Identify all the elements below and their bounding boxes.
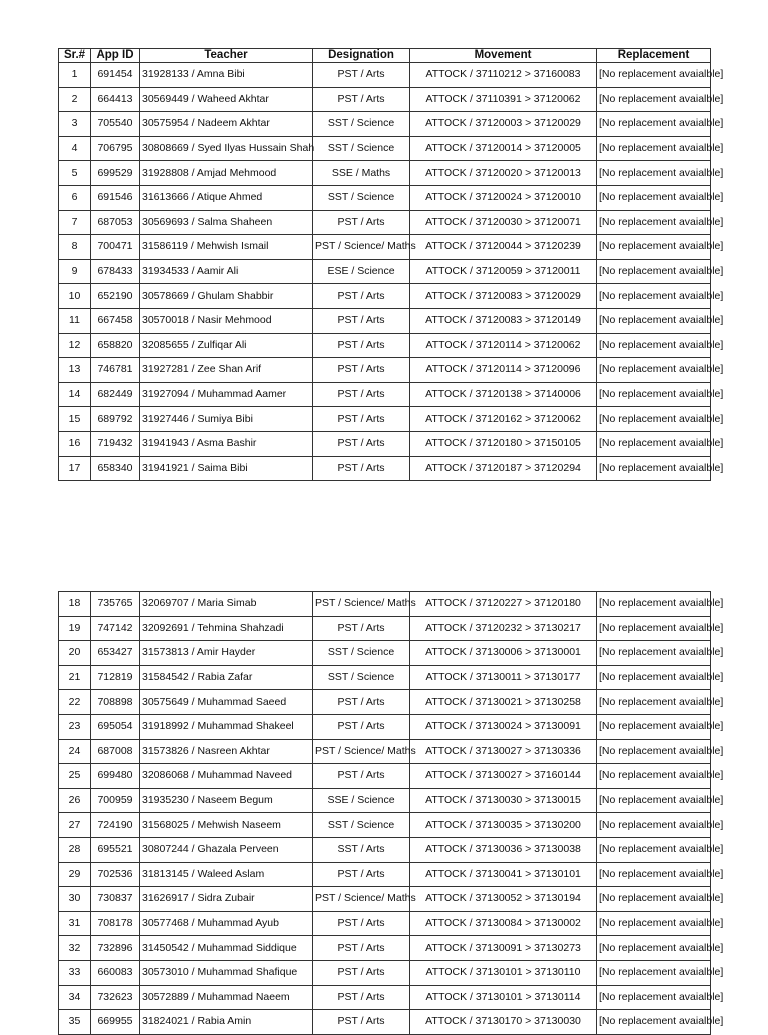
cell-teacher: 31927446 / Sumiya Bibi [140,407,313,432]
cell-app-id: 667458 [91,308,140,333]
table-row [59,382,711,407]
cell-teacher: 31586119 / Mehwish Ismail [140,235,313,260]
cell-replacement: [No replacement avaialble] [597,592,711,617]
table-header [59,49,711,63]
cell-replacement: [No replacement avaialble] [597,308,711,333]
table-row [59,63,711,88]
cell-replacement: [No replacement avaialble] [597,739,711,764]
cell-movement: ATTOCK / 37130027 > 37160144 [410,764,597,789]
cell-replacement: [No replacement avaialble] [597,960,711,985]
cell-designation: SST / Science [313,641,410,666]
cell-teacher: 31941943 / Asma Bashir [140,431,313,456]
cell-movement: ATTOCK / 37130011 > 37130177 [410,665,597,690]
cell-app-id: 732623 [91,985,140,1010]
cell-replacement: [No replacement avaialble] [597,333,711,358]
cell-replacement: [No replacement avaialble] [597,862,711,887]
cell-app-id: 669955 [91,1010,140,1035]
cell-movement: ATTOCK / 37120227 > 37120180 [410,592,597,617]
cell-sr: 33 [59,960,91,985]
table-row [59,714,711,739]
table-row [59,358,711,383]
cell-replacement: [No replacement avaialble] [597,665,711,690]
cell-replacement: [No replacement avaialble] [597,456,711,481]
cell-sr: 9 [59,259,91,284]
cell-replacement: [No replacement avaialble] [597,407,711,432]
cell-app-id: 658340 [91,456,140,481]
table-row [59,407,711,432]
cell-teacher: 31824021 / Rabia Amin [140,1010,313,1035]
cell-movement: ATTOCK / 37110391 > 37120062 [410,87,597,112]
cell-designation: PST / Arts [313,764,410,789]
cell-sr: 15 [59,407,91,432]
cell-replacement: [No replacement avaialble] [597,210,711,235]
cell-sr: 28 [59,837,91,862]
cell-app-id: 682449 [91,382,140,407]
cell-designation: SST / Arts [313,837,410,862]
table-row [59,862,711,887]
cell-teacher: 30578669 / Ghulam Shabbir [140,284,313,309]
cell-designation: PST / Arts [313,456,410,481]
cell-designation: PST / Science/ Maths [313,739,410,764]
cell-sr: 14 [59,382,91,407]
cell-designation: PST / Arts [313,616,410,641]
cell-app-id: 664413 [91,87,140,112]
table-row [59,739,711,764]
table-row [59,764,711,789]
cell-movement: ATTOCK / 37130035 > 37130200 [410,813,597,838]
cell-sr: 10 [59,284,91,309]
cell-teacher: 30572889 / Muhammad Naeem [140,985,313,1010]
cell-sr: 1 [59,63,91,88]
cell-designation: PST / Arts [313,431,410,456]
cell-movement: ATTOCK / 37120024 > 37120010 [410,185,597,210]
cell-app-id: 653427 [91,641,140,666]
cell-replacement: [No replacement avaialble] [597,616,711,641]
cell-replacement: [No replacement avaialble] [597,431,711,456]
table-row [59,911,711,936]
header-app-id: App ID [91,49,140,63]
table-row [59,333,711,358]
cell-app-id: 735765 [91,592,140,617]
cell-replacement: [No replacement avaialble] [597,161,711,186]
movement-table-page-2 [58,591,724,1035]
cell-replacement: [No replacement avaialble] [597,136,711,161]
cell-designation: PST / Arts [313,333,410,358]
cell-app-id: 746781 [91,358,140,383]
cell-designation: PST / Arts [313,382,410,407]
cell-app-id: 691454 [91,63,140,88]
cell-sr: 7 [59,210,91,235]
cell-teacher: 31613666 / Atique Ahmed [140,185,313,210]
cell-sr: 31 [59,911,91,936]
cell-designation: PST / Science/ Maths [313,887,410,912]
cell-teacher: 30570018 / Nasir Mehmood [140,308,313,333]
table-row [59,308,711,333]
cell-movement: ATTOCK / 37120138 > 37140006 [410,382,597,407]
cell-movement: ATTOCK / 37130101 > 37130110 [410,960,597,985]
cell-sr: 4 [59,136,91,161]
cell-designation: PST / Arts [313,714,410,739]
cell-movement: ATTOCK / 37130030 > 37130015 [410,788,597,813]
table-row [59,112,711,137]
cell-sr: 30 [59,887,91,912]
cell-teacher: 30808669 / Syed Ilyas Hussain Shah [140,136,313,161]
cell-designation: PST / Arts [313,407,410,432]
cell-sr: 19 [59,616,91,641]
cell-teacher: 32069707 / Maria Simab [140,592,313,617]
table-row [59,185,711,210]
cell-sr: 34 [59,985,91,1010]
cell-movement: ATTOCK / 37130006 > 37130001 [410,641,597,666]
table-row [59,161,711,186]
cell-replacement: [No replacement avaialble] [597,112,711,137]
cell-movement: ATTOCK / 37130024 > 37130091 [410,714,597,739]
cell-app-id: 706795 [91,136,140,161]
cell-teacher: 30577468 / Muhammad Ayub [140,911,313,936]
cell-teacher: 31450542 / Muhammad Siddique [140,936,313,961]
cell-teacher: 31918992 / Muhammad Shakeel [140,714,313,739]
cell-movement: ATTOCK / 37130091 > 37130273 [410,936,597,961]
table-row [59,936,711,961]
cell-movement: ATTOCK / 37130021 > 37130258 [410,690,597,715]
cell-designation: SSE / Science [313,788,410,813]
cell-teacher: 32086068 / Muhammad Naveed [140,764,313,789]
cell-replacement: [No replacement avaialble] [597,764,711,789]
cell-sr: 20 [59,641,91,666]
table-row [59,690,711,715]
cell-designation: SST / Science [313,112,410,137]
cell-app-id: 700959 [91,788,140,813]
cell-teacher: 30575649 / Muhammad Saeed [140,690,313,715]
table-row [59,837,711,862]
cell-designation: PST / Arts [313,960,410,985]
cell-replacement: [No replacement avaialble] [597,936,711,961]
cell-app-id: 687008 [91,739,140,764]
cell-teacher: 31568025 / Mehwish Naseem [140,813,313,838]
cell-movement: ATTOCK / 37120232 > 37130217 [410,616,597,641]
cell-app-id: 700471 [91,235,140,260]
cell-app-id: 695054 [91,714,140,739]
cell-sr: 11 [59,308,91,333]
cell-movement: ATTOCK / 37120114 > 37120096 [410,358,597,383]
cell-teacher: 31584542 / Rabia Zafar [140,665,313,690]
cell-movement: ATTOCK / 37130084 > 37130002 [410,911,597,936]
cell-replacement: [No replacement avaialble] [597,911,711,936]
header-replacement: Replacement [597,49,711,63]
cell-teacher: 31927094 / Muhammad Aamer [140,382,313,407]
cell-movement: ATTOCK / 37120030 > 37120071 [410,210,597,235]
cell-app-id: 660083 [91,960,140,985]
cell-sr: 32 [59,936,91,961]
cell-sr: 3 [59,112,91,137]
cell-app-id: 687053 [91,210,140,235]
table-row [59,235,711,260]
cell-sr: 2 [59,87,91,112]
cell-teacher: 31813145 / Waleed Aslam [140,862,313,887]
table-body [59,63,724,481]
cell-movement: ATTOCK / 37120114 > 37120062 [410,333,597,358]
cell-teacher: 31934533 / Aamir Ali [140,259,313,284]
cell-designation: PST / Arts [313,862,410,887]
cell-teacher: 32085655 / Zulfiqar Ali [140,333,313,358]
cell-movement: ATTOCK / 37130036 > 37130038 [410,837,597,862]
cell-teacher: 30573010 / Muhammad Shafique [140,960,313,985]
cell-sr: 22 [59,690,91,715]
cell-movement: ATTOCK / 37120059 > 37120011 [410,259,597,284]
cell-movement: ATTOCK / 37120162 > 37120062 [410,407,597,432]
cell-app-id: 689792 [91,407,140,432]
cell-sr: 24 [59,739,91,764]
cell-movement: ATTOCK / 37130041 > 37130101 [410,862,597,887]
cell-replacement: [No replacement avaialble] [597,87,711,112]
movement-table-page-1 [58,48,724,481]
cell-movement: ATTOCK / 37120014 > 37120005 [410,136,597,161]
cell-movement: ATTOCK / 37120044 > 37120239 [410,235,597,260]
table-row [59,592,711,617]
cell-movement: ATTOCK / 37120020 > 37120013 [410,161,597,186]
cell-movement: ATTOCK / 37130101 > 37130114 [410,985,597,1010]
cell-replacement: [No replacement avaialble] [597,887,711,912]
cell-designation: PST / Arts [313,936,410,961]
cell-sr: 35 [59,1010,91,1035]
cell-movement: ATTOCK / 37130027 > 37130336 [410,739,597,764]
cell-sr: 17 [59,456,91,481]
cell-teacher: 30807244 / Ghazala Perveen [140,837,313,862]
cell-movement: ATTOCK / 37120083 > 37120149 [410,308,597,333]
cell-teacher: 31941921 / Saima Bibi [140,456,313,481]
table-row [59,887,711,912]
cell-app-id: 712819 [91,665,140,690]
cell-designation: PST / Arts [313,690,410,715]
cell-teacher: 31573826 / Nasreen Akhtar [140,739,313,764]
cell-designation: SSE / Maths [313,161,410,186]
cell-movement: ATTOCK / 37110212 > 37160083 [410,63,597,88]
cell-replacement: [No replacement avaialble] [597,185,711,210]
cell-teacher: 30569449 / Waheed Akhtar [140,87,313,112]
cell-sr: 13 [59,358,91,383]
cell-designation: PST / Science/ Maths [313,592,410,617]
table-row [59,87,711,112]
cell-designation: ESE / Science [313,259,410,284]
cell-app-id: 695521 [91,837,140,862]
cell-app-id: 724190 [91,813,140,838]
table-row [59,210,711,235]
cell-sr: 18 [59,592,91,617]
cell-app-id: 747142 [91,616,140,641]
cell-app-id: 705540 [91,112,140,137]
cell-designation: PST / Science/ Maths [313,235,410,260]
table-row [59,616,711,641]
cell-replacement: [No replacement avaialble] [597,284,711,309]
cell-designation: PST / Arts [313,308,410,333]
cell-sr: 29 [59,862,91,887]
table-row [59,641,711,666]
cell-designation: PST / Arts [313,985,410,1010]
cell-app-id: 730837 [91,887,140,912]
table-row [59,136,711,161]
table-row [59,456,711,481]
cell-sr: 27 [59,813,91,838]
cell-app-id: 708898 [91,690,140,715]
cell-teacher: 30569693 / Salma Shaheen [140,210,313,235]
cell-teacher: 32092691 / Tehmina Shahzadi [140,616,313,641]
cell-designation: PST / Arts [313,87,410,112]
cell-sr: 5 [59,161,91,186]
cell-teacher: 31927281 / Zee Shan Arif [140,358,313,383]
cell-replacement: [No replacement avaialble] [597,63,711,88]
cell-designation: PST / Arts [313,1010,410,1035]
cell-movement: ATTOCK / 37120083 > 37120029 [410,284,597,309]
cell-movement: ATTOCK / 37130170 > 37130030 [410,1010,597,1035]
cell-teacher: 31626917 / Sidra Zubair [140,887,313,912]
cell-app-id: 678433 [91,259,140,284]
cell-replacement: [No replacement avaialble] [597,1010,711,1035]
cell-sr: 25 [59,764,91,789]
cell-teacher: 31935230 / Naseem Begum [140,788,313,813]
table-row [59,985,711,1010]
cell-movement: ATTOCK / 37120003 > 37120029 [410,112,597,137]
cell-sr: 26 [59,788,91,813]
cell-sr: 12 [59,333,91,358]
cell-teacher: 31573813 / Amir Hayder [140,641,313,666]
table-row [59,259,711,284]
cell-designation: PST / Arts [313,358,410,383]
cell-app-id: 702536 [91,862,140,887]
cell-replacement: [No replacement avaialble] [597,714,711,739]
header-movement: Movement [410,49,597,63]
cell-designation: SST / Science [313,185,410,210]
cell-app-id: 652190 [91,284,140,309]
header-sr: Sr.# [59,49,91,63]
cell-designation: PST / Arts [313,911,410,936]
cell-designation: PST / Arts [313,63,410,88]
cell-teacher: 31928808 / Amjad Mehmood [140,161,313,186]
cell-sr: 23 [59,714,91,739]
cell-replacement: [No replacement avaialble] [597,259,711,284]
cell-designation: SST / Science [313,813,410,838]
cell-app-id: 719432 [91,431,140,456]
cell-movement: ATTOCK / 37120180 > 37150105 [410,431,597,456]
cell-teacher: 31928133 / Amna Bibi [140,63,313,88]
table-row [59,1010,711,1035]
cell-replacement: [No replacement avaialble] [597,382,711,407]
cell-replacement: [No replacement avaialble] [597,788,711,813]
cell-app-id: 699480 [91,764,140,789]
cell-app-id: 691546 [91,185,140,210]
table-row [59,284,711,309]
cell-teacher: 30575954 / Nadeem Akhtar [140,112,313,137]
cell-app-id: 699529 [91,161,140,186]
cell-replacement: [No replacement avaialble] [597,641,711,666]
cell-designation: PST / Arts [313,210,410,235]
cell-replacement: [No replacement avaialble] [597,235,711,260]
cell-movement: ATTOCK / 37130052 > 37130194 [410,887,597,912]
cell-sr: 6 [59,185,91,210]
table-row [59,960,711,985]
cell-replacement: [No replacement avaialble] [597,690,711,715]
cell-sr: 8 [59,235,91,260]
table-row [59,813,711,838]
cell-app-id: 658820 [91,333,140,358]
cell-sr: 21 [59,665,91,690]
table-row [59,788,711,813]
cell-sr: 16 [59,431,91,456]
cell-designation: PST / Arts [313,284,410,309]
cell-replacement: [No replacement avaialble] [597,985,711,1010]
cell-app-id: 708178 [91,911,140,936]
table-row [59,431,711,456]
cell-app-id: 732896 [91,936,140,961]
cell-designation: SST / Science [313,136,410,161]
cell-replacement: [No replacement avaialble] [597,358,711,383]
table-row [59,665,711,690]
cell-replacement: [No replacement avaialble] [597,813,711,838]
cell-movement: ATTOCK / 37120187 > 37120294 [410,456,597,481]
table-body [59,592,724,1035]
header-designation: Designation [313,49,410,63]
cell-designation: SST / Science [313,665,410,690]
header-row [59,49,711,63]
header-teacher: Teacher [140,49,313,63]
cell-replacement: [No replacement avaialble] [597,837,711,862]
